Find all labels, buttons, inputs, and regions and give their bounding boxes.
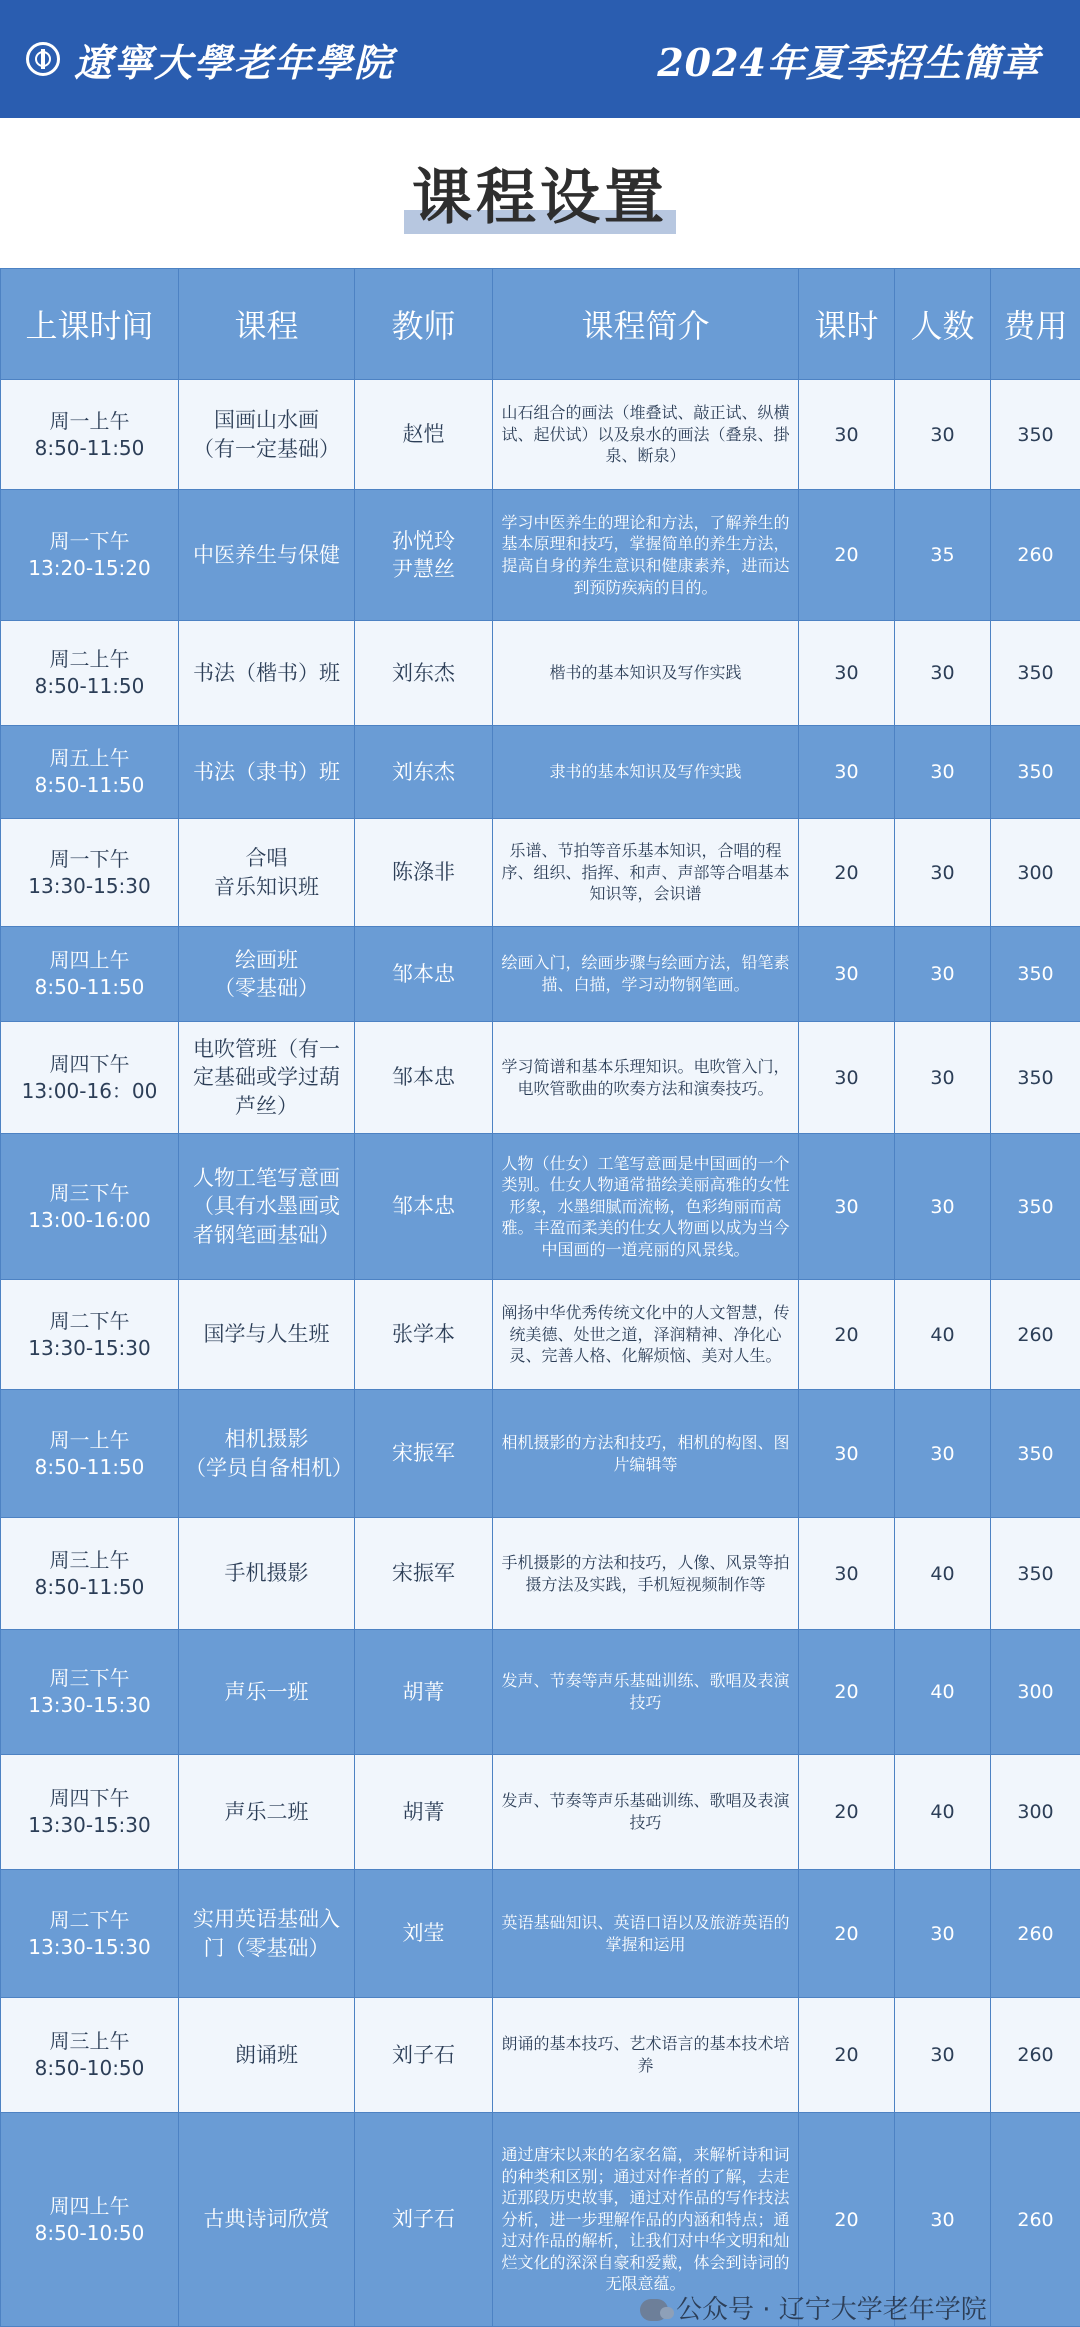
cell-fee [991,819,1080,927]
cell-capacity-text: 30 [930,1196,954,1218]
cell-capacity [895,1022,991,1134]
cell-hours-text: 20 [834,1923,858,1945]
cell-hours [799,819,895,927]
table-row [1,927,1080,1022]
cell-capacity-text: 30 [930,662,954,684]
cell-fee [991,380,1080,490]
cell-description [493,1280,799,1390]
cell-course [179,1518,355,1630]
cell-time-text: 周一下午 13:20-15:20 [28,529,151,580]
cell-course-text: 人物工笔写意画（具有水墨画或者钢笔画基础） [193,1166,340,1247]
cell-hours [799,1755,895,1870]
cell-description [493,621,799,726]
cell-hours-text: 30 [834,662,858,684]
cell-description [493,1134,799,1280]
cell-teacher-text: 张学本 [392,1322,455,1346]
cell-teacher-text: 邹本忠 [392,1065,455,1089]
cell-fee-text: 350 [1017,1196,1053,1218]
cell-teacher-text: 刘东杰 [392,661,455,685]
cell-capacity [895,1390,991,1518]
cell-capacity-text: 35 [930,544,954,566]
cell-course-text: 相机摄影 （学员自备相机） [185,1427,353,1479]
column-header-description: 课程简介 [493,269,799,380]
cell-course [179,1630,355,1755]
cell-capacity-text: 30 [930,2044,954,2066]
cell-course [179,1390,355,1518]
cell-teacher-text: 宋振军 [392,1561,455,1585]
cell-time [1,1630,179,1755]
cell-description [493,1518,799,1630]
cell-fee-text: 300 [1017,1801,1053,1823]
cell-description-text: 手机摄影的方法和技巧，人像、风景等拍摄方法及实践，手机短视频制作等 [501,1553,789,1594]
cell-course [179,927,355,1022]
cell-course-text: 国画山水画 （有一定基础） [193,408,340,460]
title-area [0,118,1080,268]
cell-description-text: 学习简谱和基本乐理知识。电吹管入门，电吹管歌曲的吹奏方法和演奏技巧。 [501,1057,789,1098]
cell-capacity-text: 40 [930,1801,954,1823]
cell-capacity-text: 30 [930,761,954,783]
cell-time [1,726,179,819]
cell-description-text: 发声、节奏等声乐基础训练、歌唱及表演技巧 [501,1791,789,1832]
cell-description [493,1998,799,2113]
cell-fee [991,1870,1080,1998]
table-row [1,380,1080,490]
cell-fee-text: 350 [1017,963,1053,985]
cell-teacher [355,819,493,927]
cell-capacity-text: 30 [930,1923,954,1945]
cell-teacher-text: 刘子石 [392,2043,455,2067]
cell-course [179,1022,355,1134]
watermark-text: 公众号 · 辽宁大学老年学院 [676,2297,987,2323]
cell-course [179,2113,355,2327]
cell-description-text: 阐扬中华优秀传统文化中的人文智慧，传统美德、处世之道，泽润精神、净化心灵、完善人格、化解烦恼、美对人生。 [501,1303,789,1365]
cell-hours-text: 20 [834,1324,858,1346]
cell-course-text: 实用英语基础入门（零基础） [193,1907,340,1959]
cell-description [493,927,799,1022]
cell-fee [991,490,1080,621]
cell-teacher-text: 刘莹 [403,1921,445,1945]
cell-course-text: 合唱 音乐知识班 [214,846,319,898]
table-row [1,490,1080,621]
header-banner [0,0,1080,118]
cell-hours [799,1518,895,1630]
cell-time-text: 周五上午 8:50-11:50 [35,746,145,797]
cell-fee-text: 350 [1017,1067,1053,1089]
cell-hours [799,1134,895,1280]
cell-description-text: 山石组合的画法（堆叠试、敲正试、纵横试、起伏试）以及泉水的画法（叠泉、掛泉、断泉） [501,403,789,465]
table-row [1,1390,1080,1518]
cell-description [493,819,799,927]
cell-teacher-text: 陈涤非 [392,860,455,884]
cell-time [1,1518,179,1630]
cell-time-text: 周一上午 8:50-11:50 [35,409,145,460]
cell-time [1,380,179,490]
cell-fee-text: 350 [1017,424,1053,446]
cell-fee-text: 300 [1017,1681,1053,1703]
course-table-body [1,380,1080,2327]
cell-capacity-text: 30 [930,2209,954,2231]
cell-teacher [355,2113,493,2327]
cell-hours [799,380,895,490]
cell-course-text: 国学与人生班 [204,1322,330,1346]
cell-time [1,1022,179,1134]
cell-course [179,1134,355,1280]
cell-teacher [355,1390,493,1518]
cell-capacity [895,927,991,1022]
cell-description-text: 楷书的基本知识及写作实践 [549,663,741,682]
cell-description [493,1630,799,1755]
cell-hours [799,1390,895,1518]
cell-capacity-text: 30 [930,1067,954,1089]
cell-capacity-text: 40 [930,1324,954,1346]
cell-time [1,1870,179,1998]
cell-capacity [895,1998,991,2113]
cell-description [493,1022,799,1134]
cell-time-text: 周三上午 8:50-10:50 [35,2029,145,2080]
table-row [1,1755,1080,1870]
cell-hours [799,1998,895,2113]
cell-course-text: 朗诵班 [235,2043,298,2067]
cell-capacity [895,1518,991,1630]
cell-time-text: 周三下午 13:00-16:00 [28,1181,151,1232]
school-name: 遼寧大學老年學院 [74,32,394,87]
cell-hours-text: 30 [834,761,858,783]
school-logo-icon [26,42,60,76]
cell-capacity-text: 30 [930,963,954,985]
cell-time [1,1998,179,2113]
cell-course-text: 手机摄影 [225,1561,309,1585]
cell-description-text: 通过唐宋以来的名家名篇，来解析诗和词的种类和区别；通过对作者的了解，去走近那段历史故事，通过对作品的写作技法分析，进一步理解作品的内涵和特点；通过对作品的解析，让我们对中华文明和灿烂文化的深深自豪和爱戴，体会到诗词的无限意蕴。 [501,2145,789,2294]
cell-time-text: 周四下午 13:00-16：00 [22,1052,158,1103]
cell-course-text: 声乐二班 [225,1800,309,1824]
cell-capacity-text: 30 [930,424,954,446]
cell-course-text: 书法（楷书）班 [193,661,340,685]
cell-description-text: 相机摄影的方法和技巧，相机的构图、图片编辑等 [501,1433,789,1474]
column-header-capacity: 人数 [895,269,991,380]
cell-course-text: 绘画班 （零基础） [214,948,319,1000]
cell-capacity [895,1134,991,1280]
cell-description-text: 发声、节奏等声乐基础训练、歌唱及表演技巧 [501,1671,789,1712]
table-row [1,1998,1080,2113]
cell-time-text: 周三下午 13:30-15:30 [28,1666,151,1717]
cell-course [179,490,355,621]
cell-capacity-text: 30 [930,1443,954,1465]
cell-teacher-text: 刘东杰 [392,760,455,784]
cell-fee-text: 350 [1017,761,1053,783]
cell-fee [991,1022,1080,1134]
cell-fee [991,1998,1080,2113]
cell-fee [991,1755,1080,1870]
cell-capacity [895,1280,991,1390]
cell-time-text: 周二上午 8:50-11:50 [35,647,145,698]
cell-capacity [895,380,991,490]
cell-teacher-text: 邹本忠 [392,962,455,986]
header-brand [26,32,394,87]
cell-hours [799,1022,895,1134]
cell-description [493,1870,799,1998]
cell-teacher [355,1998,493,2113]
cell-teacher-text: 孙悦玲 尹慧丝 [392,529,455,581]
cell-hours [799,726,895,819]
cell-fee-text: 260 [1017,1324,1053,1346]
cell-fee [991,621,1080,726]
cell-capacity-text: 40 [930,1681,954,1703]
cell-fee-text: 260 [1017,1923,1053,1945]
cell-time [1,1134,179,1280]
cell-time-text: 周四下午 13:30-15:30 [28,1786,151,1837]
table-header-row [1,269,1080,380]
column-header-course: 课程 [179,269,355,380]
cell-description-text: 朗诵的基本技巧、艺术语言的基本技术培养 [501,2034,789,2075]
cell-teacher [355,1518,493,1630]
cell-course-text: 声乐一班 [225,1680,309,1704]
cell-fee-text: 260 [1017,2044,1053,2066]
cell-course-text: 书法（隶书）班 [193,760,340,784]
cell-hours-text: 30 [834,1067,858,1089]
cell-capacity [895,621,991,726]
cell-capacity [895,819,991,927]
cell-hours-text: 20 [834,2209,858,2231]
cell-description-text: 人物（仕女）工笔写意画是中国画的一个类别。仕女人物通常描绘美丽高雅的女性形象，水墨细腻而流畅，色彩绚丽而高雅。丰盈而柔美的仕女人物画以成为当今中国画的一道亮丽的风景线。 [501,1154,789,1259]
cell-hours-text: 20 [834,1681,858,1703]
cell-description [493,490,799,621]
cell-fee [991,2113,1080,2327]
cell-description-text: 乐谱、节拍等音乐基本知识，合唱的程序、组织、指挥、和声、声部等合唱基本知识等，会识谱 [501,841,789,903]
cell-capacity [895,1870,991,1998]
cell-fee-text: 260 [1017,2209,1053,2231]
cell-hours [799,621,895,726]
cell-description-text: 绘画入门，绘画步骤与绘画方法，铅笔素描、白描，学习动物钢笔画。 [501,953,789,994]
cell-teacher [355,1134,493,1280]
cell-capacity [895,726,991,819]
cell-time-text: 周四上午 8:50-11:50 [35,948,145,999]
cell-fee [991,726,1080,819]
cell-fee [991,1390,1080,1518]
cell-hours-text: 20 [834,544,858,566]
cell-time-text: 周一上午 8:50-11:50 [35,1428,145,1479]
cell-course [179,621,355,726]
column-header-fee: 费用 [991,269,1080,380]
cell-fee [991,1134,1080,1280]
table-row [1,1518,1080,1630]
cell-teacher-text: 邹本忠 [392,1194,455,1218]
cell-time-text: 周四上午 8:50-10:50 [35,2194,145,2245]
column-header-hours: 课时 [799,269,895,380]
cell-course-text: 电吹管班（有一定基础或学过葫芦丝） [193,1037,340,1118]
cell-description [493,380,799,490]
cell-time [1,819,179,927]
column-header-teacher: 教师 [355,269,493,380]
cell-teacher [355,621,493,726]
cell-fee-text: 350 [1017,1443,1053,1465]
cell-teacher [355,490,493,621]
cell-description [493,726,799,819]
header-subtitle: 2024年夏季招生簡章 [657,32,1040,87]
cell-fee-text: 350 [1017,662,1053,684]
cell-hours-text: 30 [834,1563,858,1585]
cell-hours [799,1630,895,1755]
table-row [1,1134,1080,1280]
cell-hours [799,490,895,621]
cell-time-text: 周二下午 13:30-15:30 [28,1908,151,1959]
cell-time [1,621,179,726]
column-header-time: 上课时间 [1,269,179,380]
cell-time [1,927,179,1022]
cell-teacher [355,380,493,490]
cell-fee [991,1630,1080,1755]
table-row [1,1280,1080,1390]
cell-teacher-text: 宋振军 [392,1441,455,1465]
title-wrap [412,150,668,236]
table-row [1,621,1080,726]
cell-description [493,1755,799,1870]
cell-hours-text: 20 [834,2044,858,2066]
cell-capacity-text: 40 [930,1563,954,1585]
cell-hours-text: 30 [834,1443,858,1465]
cell-hours-text: 20 [834,1801,858,1823]
cell-fee-text: 350 [1017,1563,1053,1585]
cell-description-text: 学习中医养生的理论和方法，了解养生的基本原理和技巧，掌握简单的养生方法，提高自身的养生意识和健康素养，进而达到预防疾病的目的。 [501,513,789,597]
cell-teacher-text: 赵恺 [403,422,445,446]
cell-time [1,1755,179,1870]
cell-hours [799,927,895,1022]
cell-description [493,1390,799,1518]
cell-teacher [355,1630,493,1755]
cell-teacher [355,1755,493,1870]
watermark [640,2297,987,2323]
cell-teacher [355,1280,493,1390]
cell-teacher-text: 刘子石 [392,2207,455,2231]
cell-description-text: 英语基础知识、英语口语以及旅游英语的掌握和运用 [501,1913,789,1954]
cell-teacher [355,927,493,1022]
cell-time-text: 周三上午 8:50-11:50 [35,1548,145,1599]
cell-course-text: 中医养生与保健 [193,543,340,567]
cell-teacher-text: 胡菁 [403,1800,445,1824]
wechat-icon [640,2299,668,2321]
cell-hours [799,1870,895,1998]
cell-course [179,1280,355,1390]
table-row [1,819,1080,927]
cell-course [179,726,355,819]
cell-time [1,490,179,621]
table-row [1,1630,1080,1755]
cell-fee-text: 300 [1017,862,1053,884]
cell-capacity [895,490,991,621]
cell-fee [991,1280,1080,1390]
cell-hours-text: 30 [834,424,858,446]
cell-teacher [355,1022,493,1134]
cell-time [1,1280,179,1390]
cell-fee-text: 260 [1017,544,1053,566]
page-title: 课程设置 [412,150,668,236]
cell-capacity-text: 30 [930,862,954,884]
course-table [0,268,1080,2327]
cell-time [1,1390,179,1518]
cell-fee [991,1518,1080,1630]
cell-course [179,819,355,927]
cell-course [179,1998,355,2113]
cell-course [179,380,355,490]
cell-capacity [895,1630,991,1755]
cell-teacher [355,1870,493,1998]
cell-course [179,1755,355,1870]
cell-teacher [355,726,493,819]
cell-course-text: 古典诗词欣赏 [204,2207,330,2231]
cell-teacher-text: 胡菁 [403,1680,445,1704]
cell-description-text: 隶书的基本知识及写作实践 [549,762,741,781]
cell-hours-text: 30 [834,1196,858,1218]
cell-capacity [895,1755,991,1870]
table-row [1,1022,1080,1134]
table-row [1,726,1080,819]
cell-hours-text: 20 [834,862,858,884]
cell-hours [799,1280,895,1390]
cell-course [179,1870,355,1998]
cell-hours-text: 30 [834,963,858,985]
cell-time-text: 周一下午 13:30-15:30 [28,847,151,898]
table-row [1,1870,1080,1998]
cell-time-text: 周二下午 13:30-15:30 [28,1309,151,1360]
cell-fee [991,927,1080,1022]
cell-time [1,2113,179,2327]
